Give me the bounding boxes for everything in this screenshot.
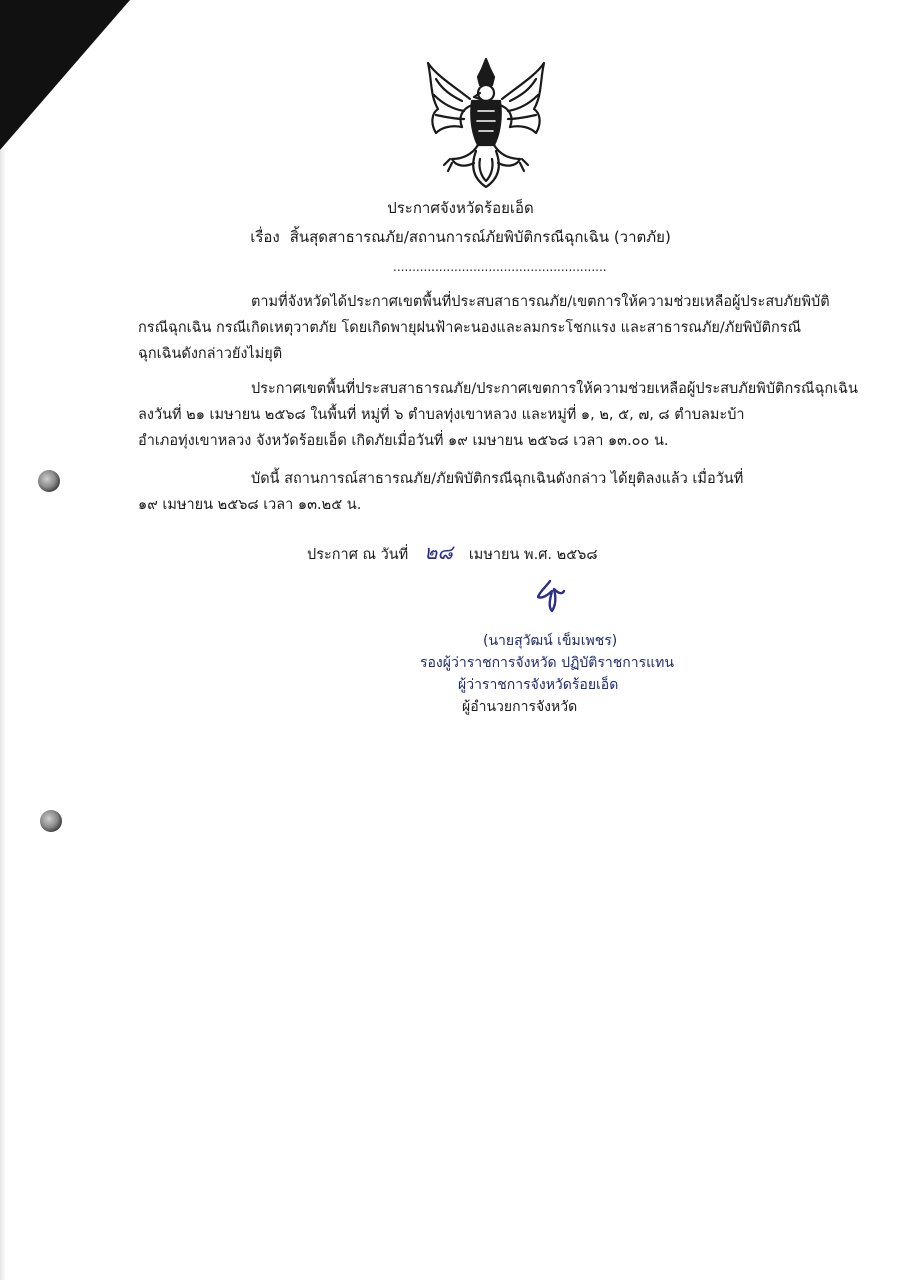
paragraph-line: ลงวันที่ ๒๑ เมษายน ๒๕๖๘ ในพื้นที่ หมู่ที่ ๖ ตำบลทุ่งเขาหลวง และหมู่ที่ ๑, ๒, ๕, ๗, ๘ ตำบลมะบ้า bbox=[138, 407, 745, 423]
subject-label: เรื่อง bbox=[250, 228, 280, 246]
announcement-date bbox=[307, 540, 604, 567]
paragraph-line: ๑๙ เมษายน ๒๕๖๘ เวลา ๑๓.๒๕ น. bbox=[138, 497, 362, 513]
scan-page-edge bbox=[0, 150, 6, 1280]
document-subject bbox=[0, 227, 921, 247]
handwritten-day: ๒๘ bbox=[424, 540, 453, 564]
subject-text: สิ้นสุดสาธารณภัย/สถานการณ์ภัยพิบัติกรณีฉุกเฉิน (วาตภัย) bbox=[289, 228, 671, 246]
signature-block bbox=[400, 630, 720, 718]
paragraph-1 bbox=[138, 289, 838, 367]
signer-position: ผู้อำนวยการจังหวัด bbox=[462, 699, 578, 715]
announce-month-year: เมษายน พ.ศ. ๒๕๖๘ bbox=[468, 547, 598, 563]
paragraph-line: ตามที่จังหวัดได้ประกาศเขตพื้นที่ประสบสาธารณภัย/เขตการให้ความช่วยเหลือผู้ประสบภัยพิบัติ bbox=[251, 294, 830, 310]
announce-prefix: ประกาศ ณ วันที่ bbox=[307, 547, 409, 563]
paragraph-line: อำเภอทุ่งเขาหลวง จังหวัดร้อยเอ็ด เกิดภัยเมื่อวันที่ ๑๙ เมษายน ๒๕๖๘ เวลา ๑๓.๐๐ น. bbox=[138, 433, 669, 449]
handwritten-signature-icon bbox=[532, 577, 570, 615]
document-title: ประกาศจังหวัดร้อยเอ็ด bbox=[387, 199, 534, 217]
punch-hole-icon bbox=[40, 810, 62, 832]
punch-hole-icon bbox=[38, 470, 60, 492]
paragraph-line: กรณีฉุกเฉิน กรณีเกิดเหตุวาตภัย โดยเกิดพายุฝนฟ้าคะนองและลมกระโชกแรง และสาธารณภัย/ภัยพิบัติกรณี bbox=[138, 320, 802, 336]
paragraph-line: บัดนี้ สถานการณ์สาธารณภัย/ภัยพิบัติกรณีฉุกเฉินดังกล่าว ได้ยุติลงแล้ว เมื่อวันที่ bbox=[251, 471, 744, 487]
garuda-emblem-icon bbox=[422, 55, 550, 190]
header-divider: ........................................................ bbox=[393, 260, 607, 274]
scan-corner-shadow bbox=[0, 0, 130, 150]
paragraph-line: ฉุกเฉินดังกล่าวยังไม่ยุติ bbox=[138, 346, 283, 362]
signer-position: ผู้ว่าราชการจังหวัดร้อยเอ็ด bbox=[458, 677, 619, 693]
paragraph-3 bbox=[138, 466, 838, 518]
signer-name: (นายสุวัฒน์ เข็มเพชร) bbox=[483, 633, 618, 649]
paragraph-2 bbox=[138, 376, 858, 454]
signer-position: รองผู้ว่าราชการจังหวัด ปฏิบัติราชการแทน bbox=[420, 655, 674, 671]
paragraph-line: ประกาศเขตพื้นที่ประสบสาธารณภัย/ประกาศเขตการให้ความช่วยเหลือผู้ประสบภัยพิบัติกรณีฉุกเฉิน bbox=[251, 381, 858, 397]
